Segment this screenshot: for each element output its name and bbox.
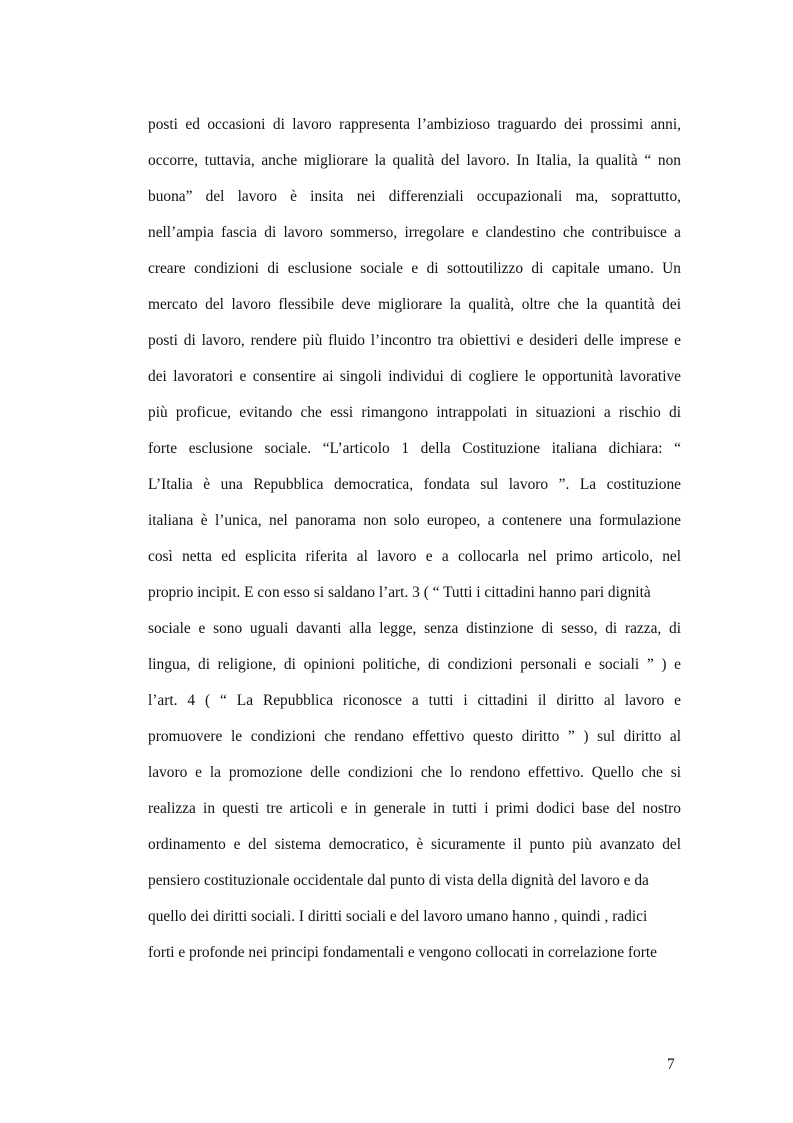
text-line: così netta ed esplicita riferita al lavoro e a collocarla nel primo articolo, nel xyxy=(148,548,681,565)
text-line: ordinamento e del sistema democratico, è sicuramente il punto più avanzato del xyxy=(148,836,681,853)
text-line: mercato del lavoro flessibile deve migliorare la qualità, oltre che la quantità dei xyxy=(148,296,681,313)
text-line: italiana è l’unica, nel panorama non solo europeo, a contenere una formulazione xyxy=(148,512,681,529)
page-number: 7 xyxy=(667,1056,675,1073)
text-line: realizza in questi tre articoli e in generale in tutti i primi dodici base del nostro xyxy=(148,800,681,817)
text-line: lingua, di religione, di opinioni politiche, di condizioni personali e sociali ” ) e xyxy=(148,656,681,673)
text-line: buona” del lavoro è insita nei differenziali occupazionali ma, soprattutto, xyxy=(148,188,681,205)
text-line: promuovere le condizioni che rendano effettivo questo diritto ” ) sul diritto al xyxy=(148,728,681,745)
text-line: posti di lavoro, rendere più fluido l’incontro tra obiettivi e desideri delle imprese e xyxy=(148,332,681,349)
text-line: dei lavoratori e consentire ai singoli individui di cogliere le opportunità lavorative xyxy=(148,368,681,385)
text-line: L’Italia è una Repubblica democratica, fondata sul lavoro ”. La costituzione xyxy=(148,476,681,493)
text-line: occorre, tuttavia, anche migliorare la qualità del lavoro. In Italia, la qualità “ non xyxy=(148,152,681,169)
body-paragraph xyxy=(148,111,681,975)
text-line: forte esclusione sociale. “L’articolo 1 della Costituzione italiana dichiara: “ xyxy=(148,440,681,457)
text-line: l’art. 4 ( “ La Repubblica riconosce a tutti i cittadini il diritto al lavoro e xyxy=(148,692,681,709)
text-line: quello dei diritti sociali. I diritti sociali e del lavoro umano hanno , quindi , radici xyxy=(148,908,648,925)
text-line: più proficue, evitando che essi rimangono intrappolati in situazioni a rischio di xyxy=(148,404,681,421)
text-line: sociale e sono uguali davanti alla legge, senza distinzione di sesso, di razza, di xyxy=(148,620,681,637)
text-line: lavoro e la promozione delle condizioni che lo rendono effettivo. Quello che si xyxy=(148,764,681,781)
text-line: forti e profonde nei principi fondamentali e vengono collocati in correlazione forte xyxy=(148,944,657,961)
text-line: nell’ampia fascia di lavoro sommerso, irregolare e clandestino che contribuisce a xyxy=(148,224,681,241)
text-line: creare condizioni di esclusione sociale e di sottoutilizzo di capitale umano. Un xyxy=(148,260,681,277)
text-line: proprio incipit. E con esso si saldano l’art. 3 ( “ Tutti i cittadini hanno pari dignità xyxy=(148,584,651,601)
text-line: posti ed occasioni di lavoro rappresenta l’ambizioso traguardo dei prossimi anni, xyxy=(148,116,681,133)
text-line: pensiero costituzionale occidentale dal punto di vista della dignità del lavoro e da xyxy=(148,872,649,889)
